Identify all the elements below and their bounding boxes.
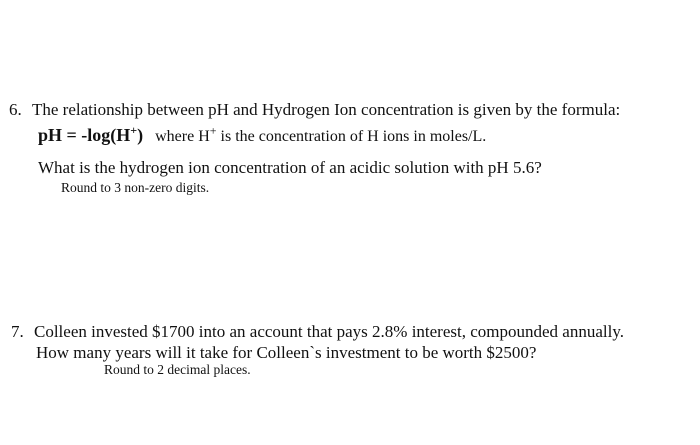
question-7-line-1: Colleen invested $1700 into an account that pays 2.8% interest, compounded annually.	[34, 322, 624, 341]
question-7-number: 7.	[11, 322, 24, 341]
question-6-header	[9, 100, 620, 120]
formula-description: where H+ is the concentration of H ions in moles/L.	[155, 123, 487, 145]
formula-lhs: pH = -log(H+)	[38, 123, 144, 145]
question-7-line-2: How many years will it take for Colleen`s investment to be worth $2500?	[36, 343, 537, 362]
question-6-prompt: What is the hydrogen ion concentration of an acidic solution with pH 5.6?	[38, 158, 542, 177]
ph-formula	[38, 124, 486, 148]
question-6-text: The relationship between pH and Hydrogen Ion concentration is given by the formula:	[32, 100, 621, 119]
question-6-rounding-note: Round to 3 non-zero digits.	[61, 180, 210, 195]
question-6-number: 6.	[9, 100, 22, 119]
question-7-header	[11, 322, 624, 342]
question-7-rounding-note: Round to 2 decimal places.	[104, 362, 251, 377]
